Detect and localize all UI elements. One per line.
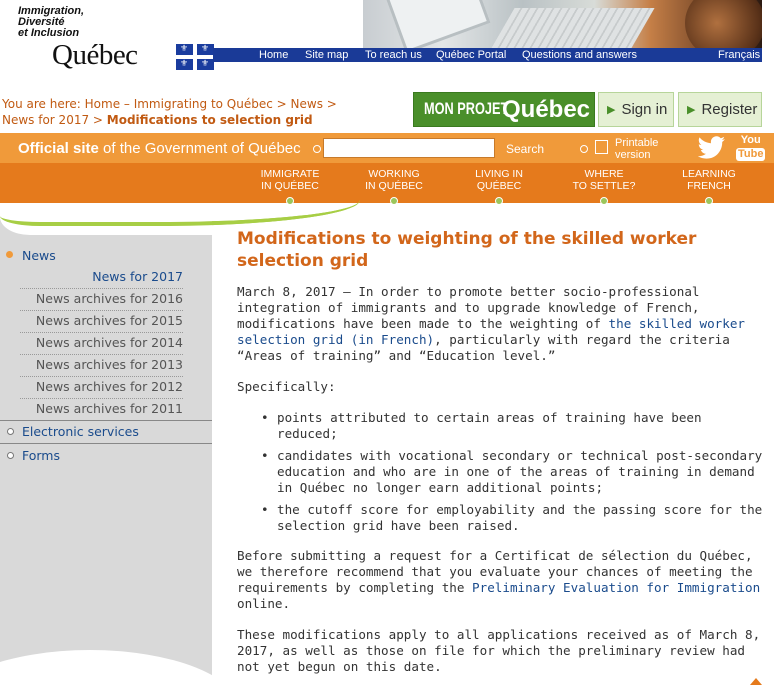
nav-learning-line-2: FRENCH bbox=[687, 180, 731, 192]
article bbox=[237, 228, 767, 675]
sidebar-news-2016[interactable]: News archives for 2016 bbox=[20, 288, 183, 311]
sidebar-news-2015[interactable]: News archives for 2015 bbox=[20, 310, 183, 333]
language-link[interactable]: Français bbox=[718, 49, 761, 61]
sidebar-divider bbox=[0, 443, 212, 444]
nav-where-settle[interactable] bbox=[559, 168, 649, 192]
nav-working-line-2: IN QUÉBEC bbox=[365, 180, 423, 192]
breadcrumb-news[interactable]: News bbox=[290, 97, 323, 111]
play-arrow-icon: ▶ bbox=[687, 104, 696, 116]
printable-radio[interactable] bbox=[580, 145, 588, 153]
official-site-text bbox=[18, 140, 301, 157]
search-scope-radio[interactable] bbox=[313, 145, 321, 153]
ministry-logo[interactable] bbox=[18, 5, 210, 71]
youtube-icon[interactable] bbox=[736, 135, 765, 161]
printable-line-1: Printable bbox=[615, 137, 659, 149]
nav-indicator-dot bbox=[390, 197, 398, 205]
list-item: • points attributed to certain areas of training have been reduced; bbox=[257, 410, 767, 442]
nav-working-line-1: WORKING bbox=[368, 168, 420, 180]
breadcrumb-home[interactable]: Home – Immigrating to Québec bbox=[84, 97, 273, 111]
top-nav-site-map[interactable]: Site map bbox=[305, 49, 349, 61]
nav-immigrate-line-1: IMMIGRATE bbox=[260, 168, 320, 180]
top-nav-reach-us[interactable]: To reach us bbox=[365, 49, 422, 61]
nav-immigrate-line-2: IN QUÉBEC bbox=[261, 180, 319, 192]
sidebar-item-news[interactable]: News bbox=[22, 248, 56, 263]
nav-immigrate[interactable] bbox=[245, 168, 335, 192]
preliminary-evaluation-link[interactable]: Preliminary Evaluation for Immigration bbox=[472, 580, 761, 595]
nav-indicator-dot bbox=[705, 197, 713, 205]
quebec-flag-icon: ⚜ ⚜ ⚜ ⚜ bbox=[176, 44, 214, 70]
ministry-name-line-3: et Inclusion bbox=[18, 27, 80, 39]
printable-line-2: version bbox=[615, 149, 651, 161]
youtube-you: You bbox=[740, 134, 761, 146]
top-nav-questions[interactable]: Questions and answers bbox=[522, 49, 637, 61]
official-site-rest: of the Government of Québec bbox=[98, 140, 301, 157]
radio-bullet-icon bbox=[7, 452, 14, 459]
nav-living[interactable] bbox=[454, 168, 544, 192]
quebec-wordmark: Québec bbox=[52, 39, 138, 71]
nav-where-line-2: TO SETTLE? bbox=[572, 180, 636, 192]
bullet-list bbox=[257, 410, 767, 534]
back-to-top-icon[interactable] bbox=[750, 678, 762, 685]
nav-indicator-dot bbox=[495, 197, 503, 205]
ministry-name-line-1: Immigration, bbox=[18, 5, 85, 17]
active-bullet-icon bbox=[6, 251, 13, 258]
sidebar-item-electronic-services[interactable] bbox=[0, 421, 212, 443]
sidebar-item-forms[interactable] bbox=[0, 445, 212, 467]
printable-version-link[interactable] bbox=[615, 137, 658, 161]
top-nav-quebec-portal[interactable]: Québec Portal bbox=[436, 49, 507, 61]
mon-projet-label: MON PROJET bbox=[424, 99, 509, 118]
ministry-name-line-2: Diversité bbox=[18, 16, 65, 28]
nav-where-line-1: WHERE bbox=[584, 168, 624, 180]
top-nav-home[interactable]: Home bbox=[259, 49, 289, 61]
article-paragraph-2: Specifically: bbox=[237, 379, 336, 394]
page-title: Modifications to weighting of the skilled worker selection grid bbox=[237, 229, 697, 271]
nav-working[interactable] bbox=[349, 168, 439, 192]
nav-learning-line-1: LEARNING bbox=[682, 168, 736, 180]
nav-living-line-1: LIVING IN bbox=[475, 168, 523, 180]
breadcrumb: You are here: Home – Immigrating to Québec > News > News for 2017 > Modifications to selection grid bbox=[2, 97, 337, 127]
search-input[interactable] bbox=[323, 138, 495, 158]
article-paragraph-4: These modifications apply to all applications received as of March 8, 2017, as well as those on file for which the preliminary review had not yet begun on this date. bbox=[237, 627, 761, 674]
nav-learning-french[interactable] bbox=[664, 168, 754, 192]
sidebar-forms-label: Forms bbox=[22, 448, 61, 463]
search-button[interactable]: Search bbox=[506, 142, 545, 156]
article-paragraph-1 bbox=[237, 284, 767, 364]
decorative-swoosh-overlay bbox=[0, 196, 360, 226]
youtube-tube: Tube bbox=[738, 148, 764, 160]
register-button[interactable] bbox=[678, 92, 762, 127]
nav-living-line-2: QUÉBEC bbox=[476, 180, 522, 192]
sidebar-news-2012[interactable]: News archives for 2012 bbox=[20, 376, 183, 399]
selection-grid-link[interactable]: the skilled worker selection grid (in French) bbox=[237, 316, 746, 347]
list-item: • candidates with vocational secondary or technical post-secondary education and who are in one of the areas of training in demand in Québec no longer earn additional points; bbox=[257, 448, 767, 496]
breadcrumb-news-2017[interactable]: News for 2017 bbox=[2, 113, 90, 127]
play-arrow-icon: ▶ bbox=[607, 104, 616, 116]
mon-projet-quebec-label: Québec bbox=[502, 96, 591, 123]
sidebar-news-2013[interactable]: News archives for 2013 bbox=[20, 354, 183, 377]
article-paragraph-3 bbox=[237, 548, 767, 612]
twitter-icon[interactable] bbox=[698, 136, 726, 160]
p1-text-after: , particularly with regard the criteria “Areas of training” and “Education level.” bbox=[237, 332, 730, 363]
breadcrumb-current: Modifications to selection grid bbox=[106, 113, 313, 127]
p3-text-after: online. bbox=[237, 596, 291, 611]
official-site-bold: Official site bbox=[18, 140, 99, 157]
p3-text-before: Before submitting a request for a Certificat de sélection du Québec, we therefore recommend that you evaluate your chances of meeting the requirements by completing the bbox=[237, 548, 753, 595]
sidebar-news-2014[interactable]: News archives for 2014 bbox=[20, 332, 183, 355]
printer-icon[interactable] bbox=[595, 140, 608, 154]
header-photo bbox=[363, 0, 762, 48]
breadcrumb-label: You are here: bbox=[2, 97, 81, 111]
p1-text-before: March 8, 2017 – In order to promote better socio-professional integration of immigrants and to upgrade knowledge of French, modifications have been made to the weighting of bbox=[237, 284, 700, 331]
register-label: Register bbox=[701, 101, 758, 118]
sign-in-label: Sign in bbox=[621, 101, 668, 118]
sidebar-electronic-services-label: Electronic services bbox=[22, 424, 139, 439]
top-navigation bbox=[213, 48, 762, 62]
sidebar-news-2011[interactable]: News archives for 2011 bbox=[35, 401, 183, 416]
mon-projet-quebec-logo[interactable] bbox=[413, 92, 595, 127]
sidebar-news-2017[interactable]: News for 2017 bbox=[20, 266, 183, 289]
nav-indicator-dot bbox=[600, 197, 608, 205]
radio-bullet-icon bbox=[7, 428, 14, 435]
sign-in-button[interactable] bbox=[598, 92, 674, 127]
list-item: • the cutoff score for employability and the passing score for the selection grid have been raised. bbox=[257, 502, 767, 534]
